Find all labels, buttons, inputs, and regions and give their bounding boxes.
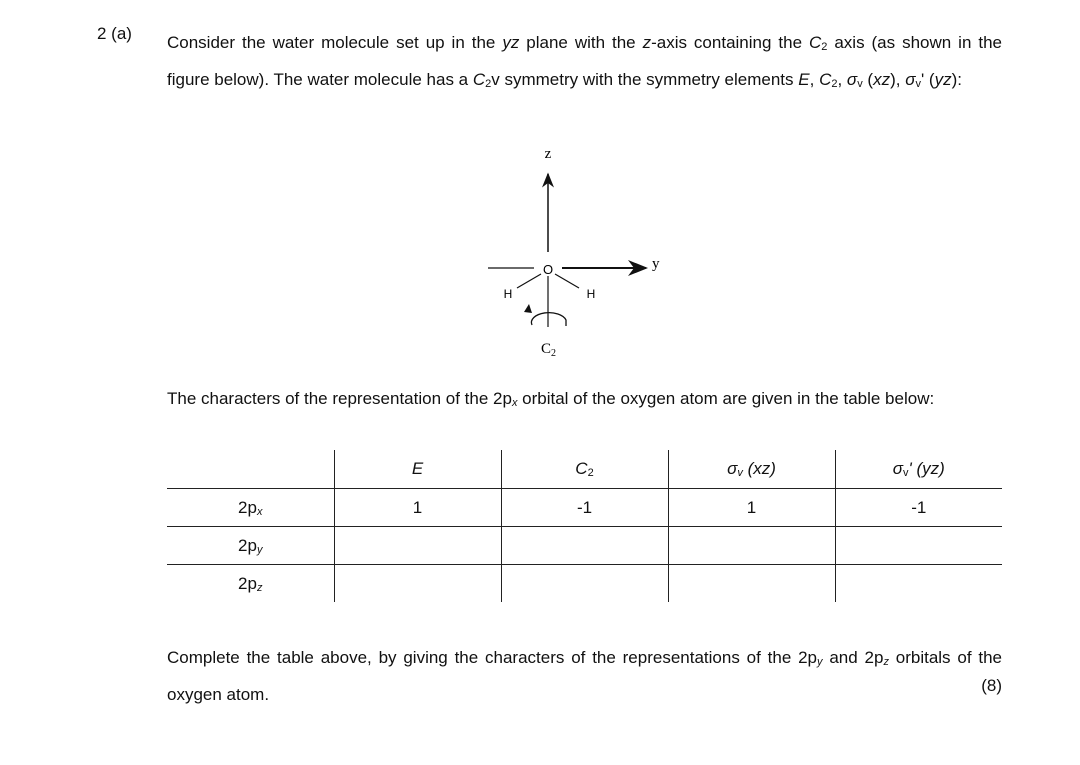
water-molecule-figure (0, 0, 1080, 380)
cell: 1 (668, 489, 835, 527)
header-sigma-v: $\sigma_v$ (xz) (668, 450, 835, 489)
header-sigma-v-prime: $\sigma_v'$ (yz) (835, 450, 1002, 489)
row-label: $2p_x$ (167, 489, 334, 527)
row-label: $2p_z$ (238, 573, 263, 594)
answer-cell[interactable] (334, 527, 501, 565)
question-intro: Consider the water molecule set up in the yz plane with the z-axis containing the $C_2$ axis (as shown in the figure below). The water molecule has a $C_2v$ symmetry with the symmetry elements E, $C_2$, $\sigma_v$ (xz), $\sigma_v'$ (yz): (167, 33, 1002, 90)
rotation-arrow-icon (531, 313, 566, 326)
table-row (167, 489, 1002, 527)
answer-cell[interactable] (501, 527, 668, 565)
answer-cell[interactable] (501, 565, 668, 603)
answer-cell[interactable] (334, 565, 501, 603)
c2-label: $C_2$ (541, 341, 557, 359)
oxygen-label: O (542, 262, 554, 277)
row-label: $2p_y$ (167, 527, 334, 565)
hydrogen-right-label: H (586, 287, 596, 301)
cell: -1 (835, 489, 1002, 527)
cell: -1 (501, 489, 668, 527)
hydrogen-left-label: H (503, 287, 513, 301)
cell: 1 (334, 489, 501, 527)
marks-allocation: (8) (981, 676, 1002, 695)
answer-cell[interactable] (835, 565, 1002, 603)
rotation-arrowhead-icon (524, 304, 532, 313)
oh-bond-left (517, 274, 541, 288)
answer-cell[interactable] (668, 527, 835, 565)
table-intro: The characters of the representation of the $2p_x$ orbital of the oxygen atom are given in the table below: (167, 389, 935, 409)
oh-bond-right (555, 274, 579, 288)
table-row (167, 527, 1002, 565)
header-c2: $C_2$ (501, 450, 668, 489)
table-header-row (167, 450, 1002, 489)
character-table (167, 450, 1002, 602)
answer-cell[interactable] (668, 565, 835, 603)
answer-cell[interactable] (835, 527, 1002, 565)
question-number: 2 (a) (97, 24, 132, 43)
y-axis-label: y (652, 256, 660, 272)
table-row (167, 565, 1002, 603)
z-axis-label: z (544, 146, 552, 162)
header-e: E (334, 450, 501, 489)
task-instruction: Complete the table above, by giving the characters of the representations of the $2p_y$ and $2p_z$ orbitals of the oxygen atom. (167, 648, 1003, 704)
